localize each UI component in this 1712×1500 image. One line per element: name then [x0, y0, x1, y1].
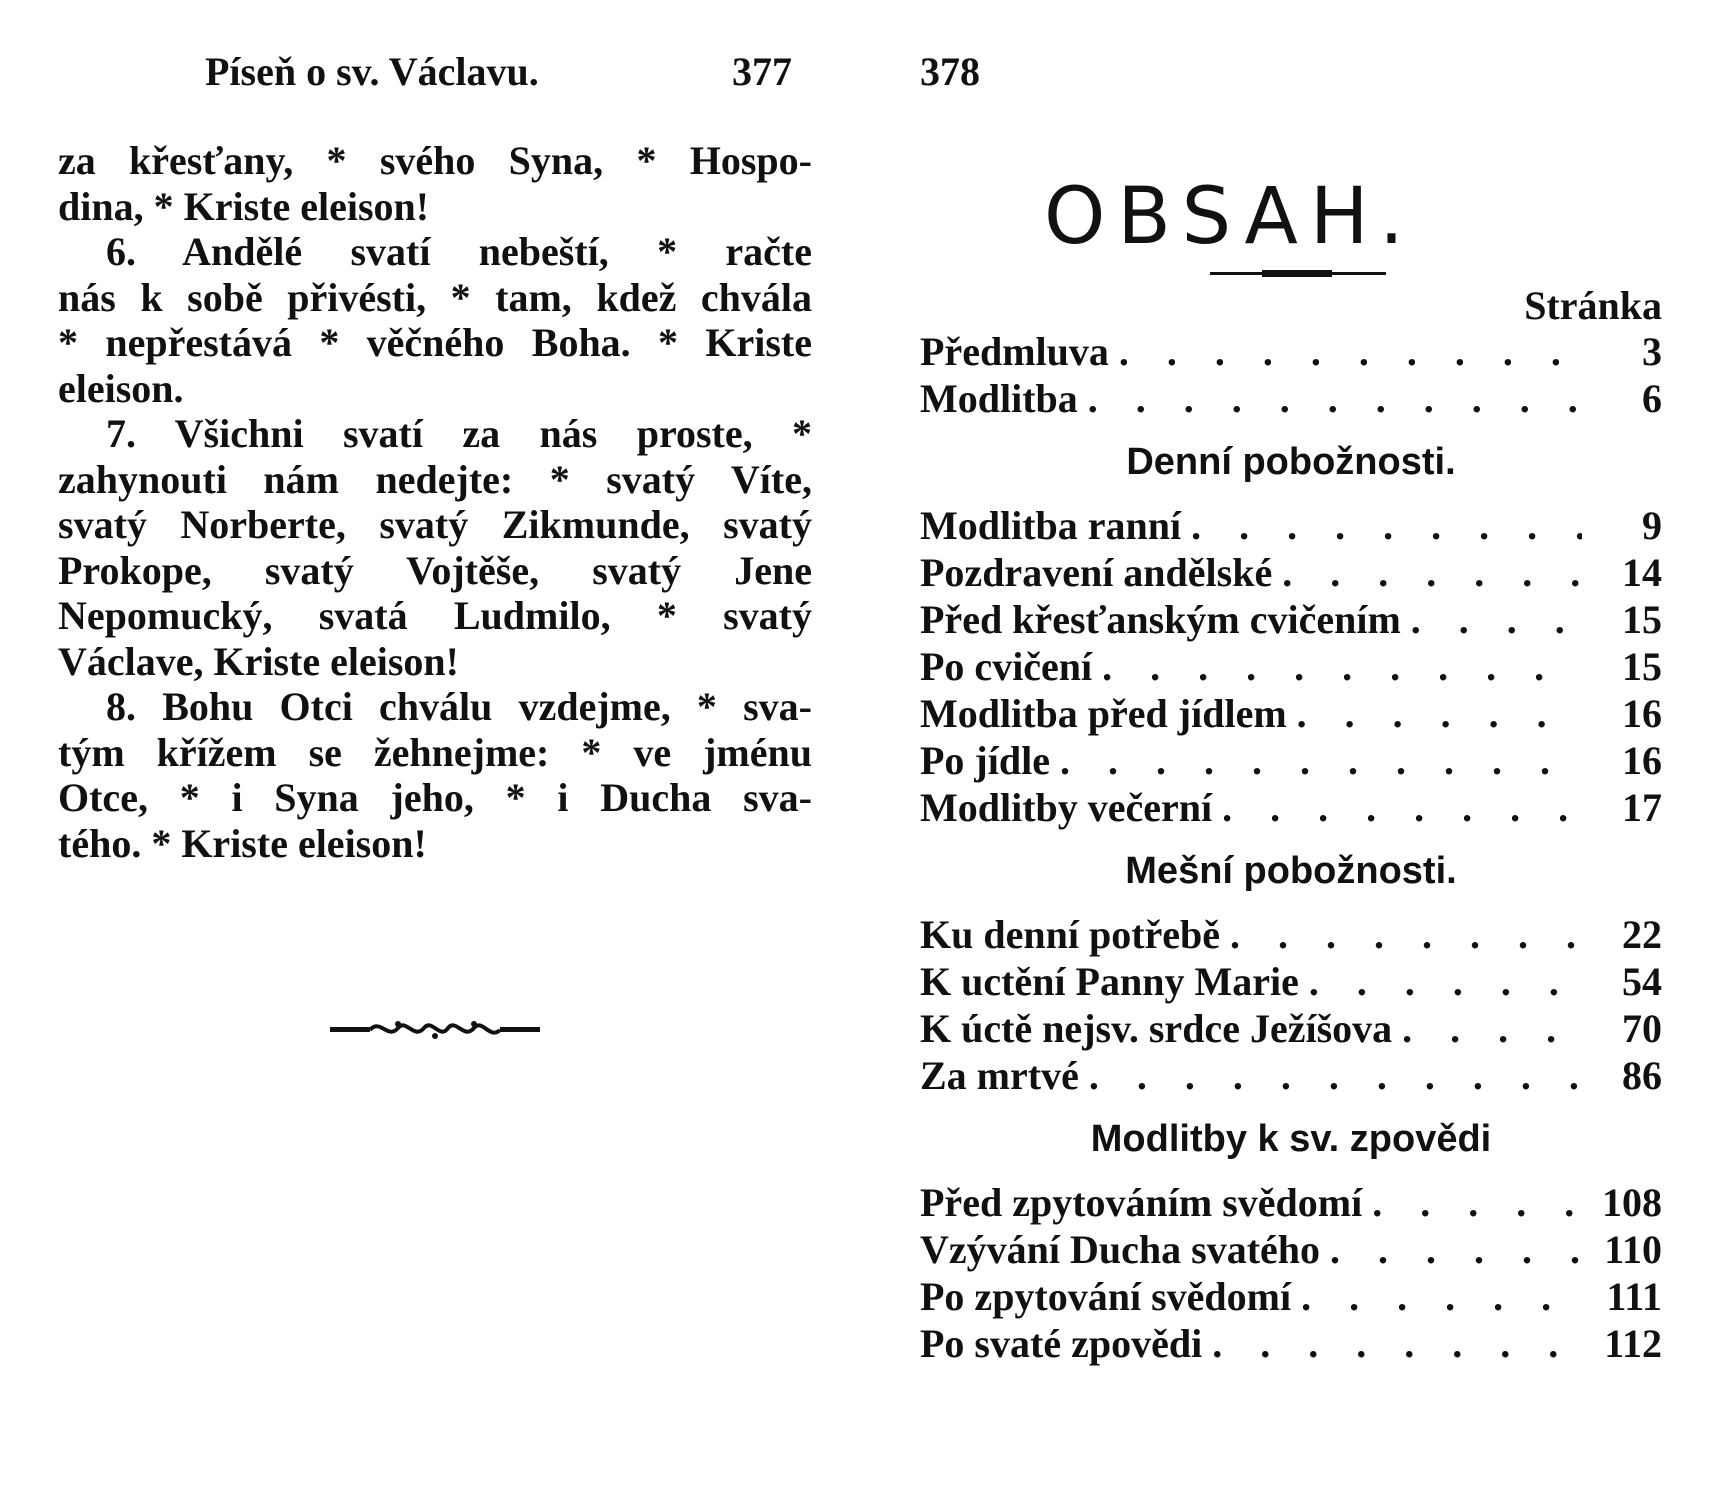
toc-entry-page: 108 [1602, 1180, 1662, 1225]
dot-leader [1297, 690, 1582, 737]
text-line: 6. Andělé svatí nebeští, * račte [106, 229, 812, 274]
toc-entry-page: 15 [1622, 597, 1662, 642]
text-line: za křesťany, * svého Syna, * Hospo- [58, 138, 812, 183]
toc-entry-page: 54 [1622, 959, 1662, 1004]
toc-entry[interactable] [920, 1320, 1662, 1367]
toc-entry[interactable] [920, 643, 1662, 690]
toc-entry-title: Modlitby večerní [920, 785, 1213, 830]
text-line: * nepřestává * věčného Boha. * Kriste [58, 320, 812, 365]
toc-entry-title: K úctě nejsv. srdce Ježíšova [920, 1006, 1393, 1051]
toc-entry-title: Modlitba [920, 376, 1078, 421]
right-page [890, 0, 1712, 1500]
toc-entry-title: Před zpytováním svědomí [920, 1180, 1363, 1225]
toc-entry-title: Za mrtvé [920, 1053, 1079, 1098]
dot-leader [1089, 1052, 1582, 1099]
toc-entry[interactable] [920, 549, 1662, 596]
toc-entry-title: Modlitba ranní [920, 503, 1182, 548]
toc-entry[interactable] [920, 502, 1662, 549]
page-column-label: Stránka [1524, 283, 1662, 328]
dot-leader [1191, 502, 1582, 549]
toc-entry[interactable] [920, 375, 1662, 422]
toc-entry-title: Po jídle [920, 738, 1050, 783]
dot-leader [1411, 596, 1582, 643]
running-title: Píseň o sv. Václavu. [205, 49, 539, 94]
toc-entry[interactable] [920, 1052, 1662, 1099]
toc-entry[interactable] [920, 690, 1662, 737]
text-line: 8. Bohu Otci chválu vzdejme, * sva- [106, 684, 812, 729]
toc-entry-title: Předmluva [920, 329, 1109, 374]
toc-entry-title: Po svaté zpovědi [920, 1321, 1203, 1366]
toc-entry-title: Pozdravení andělské [920, 550, 1273, 595]
dot-leader [1119, 328, 1582, 375]
toc-entry-page: 16 [1622, 691, 1662, 736]
left-page [0, 0, 850, 1500]
toc-entry-title: Ku denní potřebě [920, 912, 1221, 957]
toc-entry-page: 6 [1642, 376, 1662, 421]
toc-entry[interactable] [920, 1005, 1662, 1052]
contents-title: OBSAH. [1044, 172, 1416, 262]
text-line: Václave, Kriste eleison! [58, 638, 459, 684]
text-line: Nepomucký, svatá Ludmilo, * svatý [58, 593, 812, 638]
dot-leader [1060, 737, 1582, 784]
text-line: Prokope, svatý Vojtěše, svatý Jene [58, 547, 812, 593]
toc-entry-title: Před křesťanským cvičením [920, 597, 1401, 642]
toc-entry-page: 15 [1622, 644, 1662, 689]
toc-entry[interactable] [920, 1226, 1662, 1273]
dot-leader [1301, 1273, 1582, 1320]
text-line: svatý Norberte, svatý Zikmunde, svatý [58, 502, 812, 547]
toc-entry-page: 3 [1642, 329, 1662, 374]
text-line: 7. Všichni svatí za nás proste, * [106, 411, 812, 456]
toc-entry-page: 22 [1622, 912, 1662, 957]
hymn-text [58, 138, 812, 866]
title-rule-center [1262, 270, 1332, 277]
section-heading: Denní pobožnosti. [1126, 440, 1456, 483]
toc-entry[interactable] [920, 911, 1662, 958]
toc-entry-page: 112 [1604, 1321, 1662, 1366]
right-page-number: 378 [920, 49, 980, 94]
toc-entry-page: 17 [1622, 785, 1662, 830]
toc-entry[interactable] [920, 737, 1662, 784]
end-ornament [328, 1010, 542, 1050]
toc-entry-page: 16 [1622, 738, 1662, 783]
dot-leader [1330, 1226, 1582, 1273]
dot-leader [1102, 643, 1582, 690]
toc-entry-page: 14 [1622, 550, 1662, 595]
toc-entry[interactable] [920, 328, 1662, 375]
toc-entry-title: Vzývání Ducha svatého [920, 1227, 1321, 1272]
dot-leader [1088, 375, 1582, 422]
toc-entry-page: 111 [1606, 1274, 1662, 1319]
dot-leader [1282, 549, 1582, 596]
dot-leader [1402, 1005, 1582, 1052]
text-line: dina, * Kriste eleison! [58, 183, 430, 229]
toc-entry-title: Po cvičení [920, 644, 1093, 689]
toc-entry-page: 9 [1642, 503, 1662, 548]
text-line: eleison. [58, 365, 184, 411]
toc-entry-title: Modlitba před jídlem [920, 691, 1287, 736]
table-of-contents [920, 328, 1662, 1367]
toc-entry-page: 110 [1604, 1227, 1662, 1272]
toc-entry-title: K uctění Panny Marie [920, 959, 1299, 1004]
dot-leader [1309, 958, 1582, 1005]
toc-entry-title: Po zpytování svědomí [920, 1274, 1292, 1319]
toc-entry-page: 86 [1622, 1053, 1662, 1098]
text-line: Otce, * i Syna jeho, * i Ducha sva- [58, 775, 812, 820]
toc-entry-page: 70 [1622, 1006, 1662, 1051]
dot-leader [1230, 911, 1582, 958]
left-page-number: 377 [732, 49, 792, 94]
toc-entry[interactable] [920, 596, 1662, 643]
text-line: tým křížem se žehnejme: * ve jménu [58, 729, 812, 775]
toc-entry[interactable] [920, 784, 1662, 831]
text-line: nás k sobě přivésti, * tam, kdež chvála [58, 274, 812, 320]
dot-leader [1372, 1179, 1582, 1226]
section-heading: Mešní pobožnosti. [1125, 849, 1457, 892]
toc-entry[interactable] [920, 1273, 1662, 1320]
dot-leader [1212, 1320, 1582, 1367]
toc-entry[interactable] [920, 958, 1662, 1005]
dot-leader [1222, 784, 1582, 831]
text-line: zahynouti nám nedejte: * svatý Víte, [58, 456, 812, 502]
text-line: tého. * Kriste eleison! [58, 820, 427, 866]
toc-entry[interactable] [920, 1179, 1662, 1226]
section-heading: Modlitby k sv. zpovědi [1090, 1117, 1492, 1160]
